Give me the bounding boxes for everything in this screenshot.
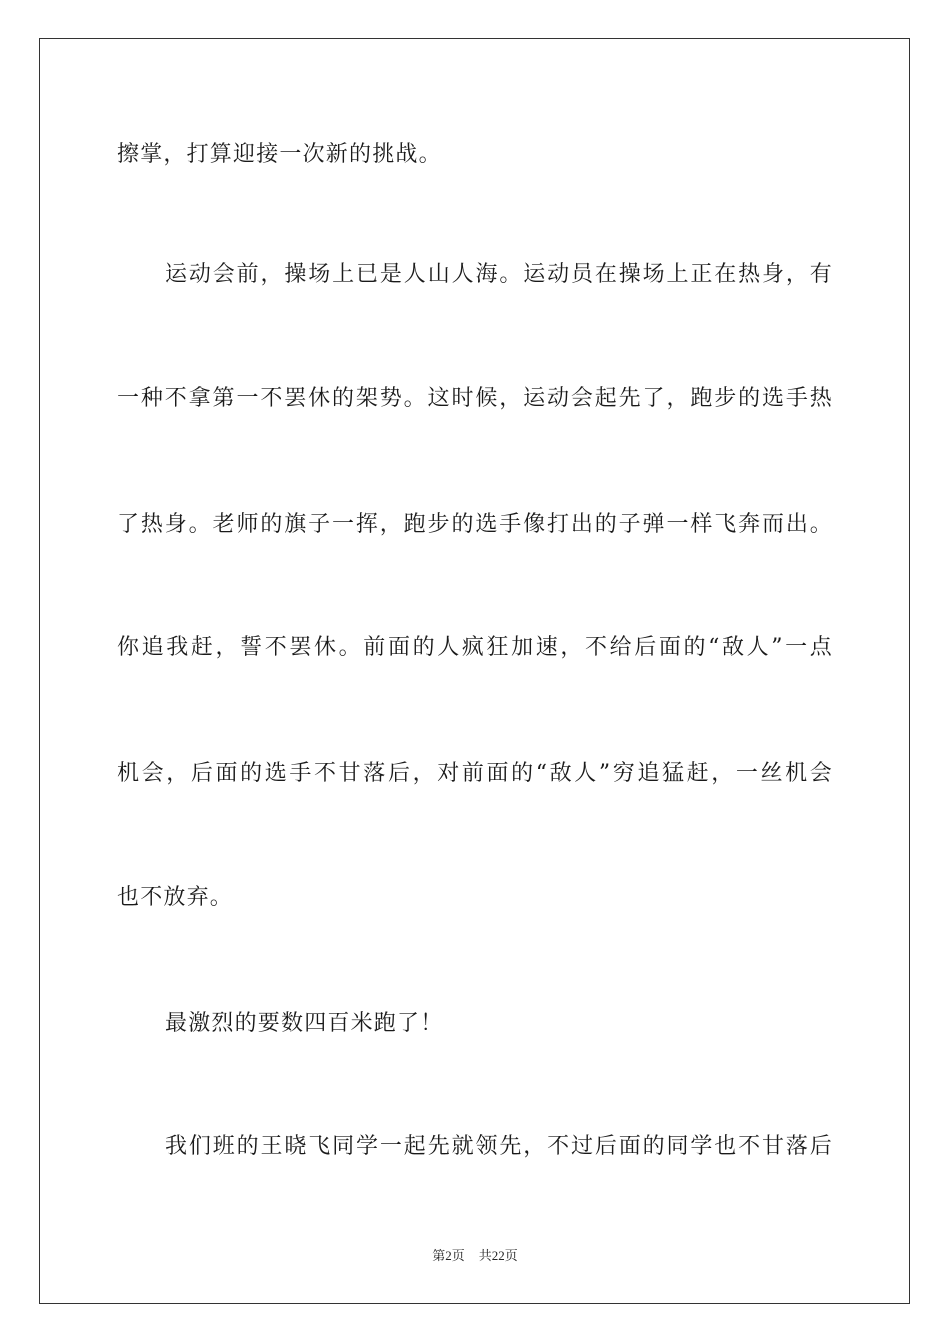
page-total: 共22页 [478,1248,518,1263]
page-footer [0,1245,950,1264]
text-line: 你追我赶，誓不罢休。前面的人疯狂加速，不给后面的“敌人”一点 [117,635,833,660]
text-line: 也不放弃。 [117,885,234,910]
text-line: 我们班的王晓飞同学一起先就领先，不过后面的同学也不甘落后 [165,1134,833,1159]
text-line: 擦掌，打算迎接一次新的挑战。 [117,142,442,167]
text-line: 机会，后面的选手不甘落后，对前面的“敌人”穷追猛赶，一丝机会 [117,761,833,786]
text-line: 了热身。老师的旗子一挥，跑步的选手像打出的子弹一样飞奔而出。 [117,512,833,537]
text-line: 运动会前，操场上已是人山人海。运动员在操场上正在热身，有 [165,262,833,287]
text-line: 一种不拿第一不罢休的架势。这时候，运动会起先了，跑步的选手热 [117,386,833,411]
text-line: 最激烈的要数四百米跑了！ [165,1011,444,1036]
page-frame [39,38,910,1304]
page-number: 第2页 [432,1248,465,1263]
